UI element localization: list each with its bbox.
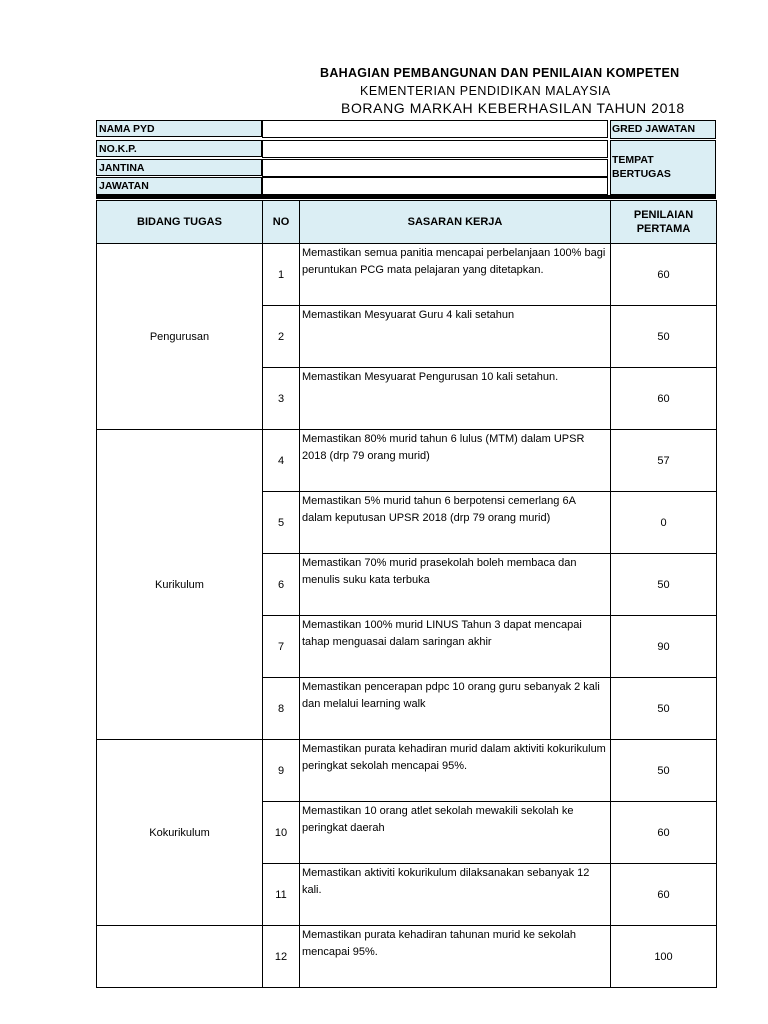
col-sasaran-kerja: SASARAN KERJA xyxy=(300,201,611,244)
row-penilaian[interactable]: 50 xyxy=(611,554,717,616)
row-penilaian[interactable]: 57 xyxy=(611,430,717,492)
tempat-bertugas-label: TEMPAT BERTUGAS xyxy=(610,140,716,195)
bidang-pengurusan: Pengurusan xyxy=(97,244,263,430)
bidang-kurikulum: Kurikulum xyxy=(97,430,263,740)
row-sasaran: Memastikan pencerapan pdpc 10 orang guru sebanyak 2 kali dan melalui learning walk xyxy=(300,678,611,740)
row-penilaian[interactable]: 60 xyxy=(611,802,717,864)
jantina-label: JANTINA xyxy=(96,159,262,176)
row-sasaran: Memastikan Mesyuarat Pengurusan 10 kali setahun. xyxy=(300,368,611,430)
jawatan-label: JAWATAN xyxy=(96,177,262,195)
row-sasaran: Memastikan purata kehadiran tahunan murid ke sekolah mencapai 95%. xyxy=(300,926,611,988)
nokp-field[interactable] xyxy=(262,140,608,158)
row-sasaran: Memastikan 10 orang atlet sekolah mewakili sekolah ke peringkat daerah xyxy=(300,802,611,864)
row-no: 6 xyxy=(263,554,300,616)
row-penilaian[interactable]: 100 xyxy=(611,926,717,988)
row-penilaian[interactable]: 50 xyxy=(611,306,717,368)
col-bidang-tugas: BIDANG TUGAS xyxy=(97,201,263,244)
section-divider xyxy=(96,195,716,199)
row-no: 1 xyxy=(263,244,300,306)
table-row xyxy=(97,926,717,988)
targets-table xyxy=(96,200,717,988)
row-no: 3 xyxy=(263,368,300,430)
gred-jawatan-label: GRED JAWATAN xyxy=(610,120,716,139)
row-no: 9 xyxy=(263,740,300,802)
row-no: 12 xyxy=(263,926,300,988)
bidang-empty xyxy=(97,926,263,988)
col-no: NO xyxy=(263,201,300,244)
row-sasaran: Memastikan semua panitia mencapai perbelanjaan 100% bagi peruntukan PCG mata pelajaran yang ditetapkan. xyxy=(300,244,611,306)
table-row xyxy=(97,244,717,306)
row-penilaian[interactable]: 50 xyxy=(611,678,717,740)
row-no: 10 xyxy=(263,802,300,864)
header-ministry: KEMENTERIAN PENDIDIKAN MALAYSIA xyxy=(360,84,611,98)
row-no: 4 xyxy=(263,430,300,492)
row-sasaran: Memastikan 70% murid prasekolah boleh membaca dan menulis suku kata terbuka xyxy=(300,554,611,616)
jantina-field[interactable] xyxy=(262,159,608,177)
row-penilaian[interactable]: 90 xyxy=(611,616,717,678)
row-sasaran: Memastikan 5% murid tahun 6 berpotensi cemerlang 6A dalam keputusan UPSR 2018 (drp 79 orang murid) xyxy=(300,492,611,554)
row-sasaran: Memastikan 80% murid tahun 6 lulus (MTM) dalam UPSR 2018 (drp 79 orang murid) xyxy=(300,430,611,492)
jawatan-field[interactable] xyxy=(262,177,608,195)
row-sasaran: Memastikan Mesyuarat Guru 4 kali setahun xyxy=(300,306,611,368)
row-no: 8 xyxy=(263,678,300,740)
col-penilaian-pertama: PENILAIAN PERTAMA xyxy=(611,201,717,244)
row-sasaran: Memastikan 100% murid LINUS Tahun 3 dapat mencapai tahap menguasai dalam saringan akhir xyxy=(300,616,611,678)
row-sasaran: Memastikan purata kehadiran murid dalam aktiviti kokurikulum peringkat sekolah mencapai 95%. xyxy=(300,740,611,802)
table-row xyxy=(97,430,717,492)
form-title: BORANG MARKAH KEBERHASILAN TAHUN 2018 xyxy=(341,100,685,116)
row-penilaian[interactable]: 60 xyxy=(611,864,717,926)
row-no: 5 xyxy=(263,492,300,554)
row-sasaran: Memastikan aktiviti kokurikulum dilaksanakan sebanyak 12 kali. xyxy=(300,864,611,926)
row-penilaian[interactable]: 50 xyxy=(611,740,717,802)
table-row xyxy=(97,740,717,802)
row-no: 2 xyxy=(263,306,300,368)
nama-pyd-field[interactable] xyxy=(262,120,608,138)
row-penilaian[interactable]: 60 xyxy=(611,368,717,430)
row-no: 7 xyxy=(263,616,300,678)
nokp-label: NO.K.P. xyxy=(96,140,262,157)
header-agency: BAHAGIAN PEMBANGUNAN DAN PENILAIAN KOMPETEN xyxy=(320,66,680,80)
staff-info-section xyxy=(96,120,716,195)
nama-pyd-label: NAMA PYD xyxy=(96,120,262,137)
row-penilaian[interactable]: 60 xyxy=(611,244,717,306)
bidang-kokurikulum: Kokurikulum xyxy=(97,740,263,926)
row-penilaian[interactable]: 0 xyxy=(611,492,717,554)
row-no: 11 xyxy=(263,864,300,926)
